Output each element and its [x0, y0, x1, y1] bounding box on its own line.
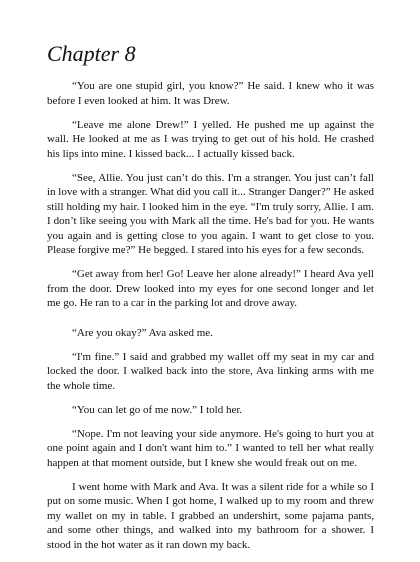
chapter-body: [47, 79, 374, 562]
paragraph: I went home with Mark and Ava. It was a silent ride for a while so I put on some music. When I got home, I walked up to my room and threw my wallet on my in table. I grabbed an undershirt, some pajama pants, and some other things, and walked into my bathroom for a shower. I stood in the hot water as it ran down my back.: [47, 480, 374, 551]
paragraph: “You are one stupid girl, you know?” He said. I knew who it was before I even looked at him. It was Drew.: [47, 80, 374, 107]
paragraph: “Leave me alone Drew!” I yelled. He pushed me up against the wall. He looked at me as I was trying to get out of his hold. He crashed his lips into mine. I kissed back... I actually kissed back.: [47, 118, 374, 160]
paragraph: “See, Allie. You just can’t do this. I'm a stranger. You just can’t fall in love with a stranger. What did you call it... Stranger Danger?” He asked still holding my hair. I looked him in the eye. “I'm truly sorry, Allie. I am. I don’t like seeing you with Mark all the time. He's bad for you. He wants you again and is getting close to you again. I want to get close to you. Please forgive me?” He begged. I stared into his eyes for a few seconds.: [47, 171, 374, 256]
paragraph: “Are you okay?” Ava asked me.: [72, 326, 213, 339]
chapter-title: Chapter 8: [47, 41, 136, 66]
paragraph: “Nope. I'm not leaving your side anymore. He's going to hurt you at one point again and I don't want him to.” I wanted to tell her what really happen at that moment outside, but I knew she would freak out on me.: [47, 427, 374, 469]
paragraph: “I'm fine.” I said and grabbed my wallet off my seat in my car and locked the door. I walked back into the store, Ava linking arms with me the whole time.: [47, 350, 374, 392]
paragraph: “You can let go of me now.” I told her.: [72, 403, 243, 416]
paragraph: “Get away from her! Go! Leave her alone already!” I heard Ava yell from the door. Drew looked into my eyes for one second longer and let me go. He ran to a car in the parking lot and drove away.: [47, 268, 374, 309]
